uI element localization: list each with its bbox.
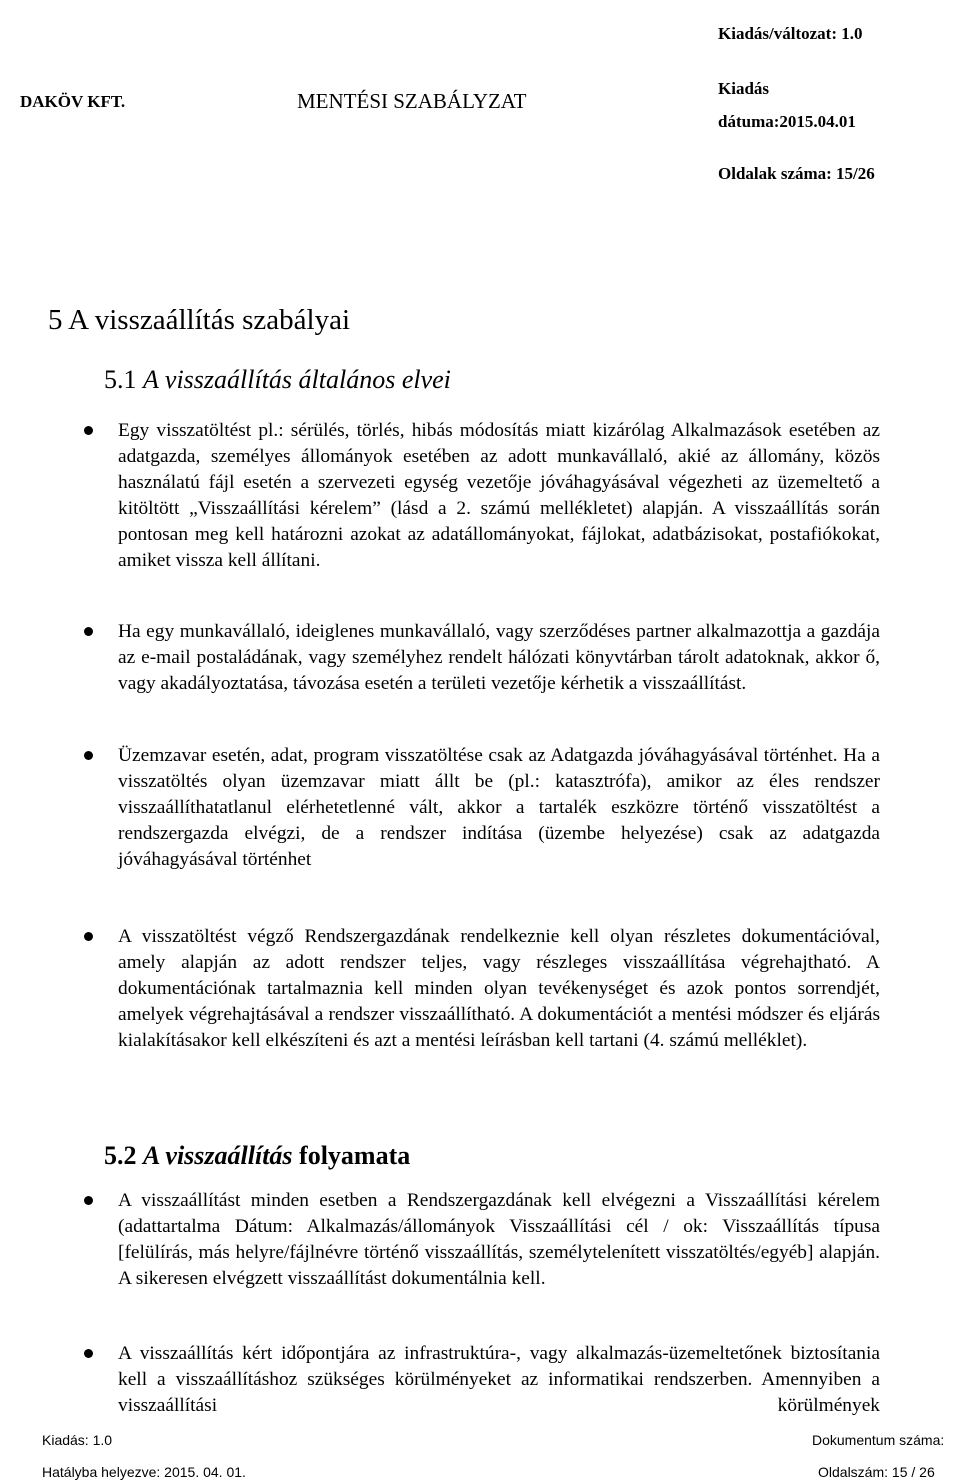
header-company: DAKÖV KFT. bbox=[20, 92, 126, 111]
header-page-count: Oldalak száma: 15/26 bbox=[718, 164, 875, 183]
subsection-heading-5-1 bbox=[104, 365, 451, 395]
bullet-icon bbox=[84, 1349, 93, 1358]
section-heading: 5 A visszaállítás szabályai bbox=[48, 304, 351, 336]
list-item-text: A visszaállítás kért időpontjára az infrastruktúra-, vagy alkalmazás-üzemeltetőnek biztosítania kell a visszaállításhoz szükséges körülményeket az informatikai rendszerben. Amennyiben a visszaállítási körülmények bbox=[118, 1343, 880, 1417]
header-version: Kiadás/változat: 1.0 bbox=[718, 24, 863, 43]
footer-effective-date: Hatályba helyezve: 2015. 04. 01. bbox=[42, 1464, 246, 1480]
bullet-icon bbox=[84, 627, 93, 636]
subsection-number: 5.1 bbox=[104, 365, 143, 394]
list-item-text: A visszaállítást minden esetben a Rendszergazdának kell elvégezni a Visszaállítási kérelem (adattartalma Dátum: Alkalmazás/állományok Visszaállítási cél / ok: Visszaállítás típusa [felülírás, más helyre/fájlnévre történő visszaállítás, személytelenített visszatöltés/egyéb] alapján. A sikeresen elvégzett visszaállítást dokumentálnia kell. bbox=[118, 1190, 880, 1290]
list-item-text: Ha egy munkavállaló, ideiglenes munkavállaló, vagy szerződéses partner alkalmazottja a gazdája az e-mail postaládának, vagy személyhez rendelt hálózati könyvtárban tárolt adatoknak, akkor ő, vagy akadályoztatása, távozása esetén a területi vezetője kérhetik a visszaállítást. bbox=[118, 621, 880, 695]
subsection-title: A visszaállítás általános elvei bbox=[143, 365, 451, 394]
list-item-text: Egy visszatöltést pl.: sérülés, törlés, hibás módosítás miatt kizárólag Alkalmazások esetében az adatgazda, személyes állományok esetében az adott munkavállaló, akié az állomány, közös használatú fájl esetén a szervezeti egység vezetője jóváhagyásával végezheti az üzemeltető a kitöltött „Visszaállítási kérelem” (lásd a 2. számú mellékletet) alapján. A visszaállítás során pontosan meg kell határozni azokat az adatállományokat, fájlokat, adatbázisokat, postafiókokat, amiket vissza kell állítani. bbox=[118, 420, 880, 572]
footer-page-number: Oldalszám: 15 / 26 bbox=[818, 1464, 935, 1480]
bullet-icon bbox=[84, 751, 93, 760]
bullet-icon bbox=[84, 1196, 93, 1205]
bullet-icon bbox=[84, 932, 93, 941]
subsection-title-italic: A visszaállítás bbox=[143, 1141, 293, 1170]
header-title: MENTÉSI SZABÁLYZAT bbox=[297, 89, 527, 113]
subsection-number: 5.2 bbox=[104, 1141, 143, 1170]
header-issue-date: dátuma:2015.04.01 bbox=[718, 112, 856, 131]
list-item-text: Üzemzavar esetén, adat, program visszatöltése csak az Adatgazda jóváhagyásával történhet. Ha a visszatöltés olyan üzemzavar miatt állt be (pl.: katasztrófa), amikor az éles rendszer visszaállíthatatlanul elérhetetlenné vált, akkor a tartalék eszközre történő visszatöltést a rendszergazda elvégzi, de a rendszer indítása (üzembe helyezése) csak az adatgazda jóváhagyásával történhet bbox=[118, 745, 880, 871]
bullet-icon bbox=[84, 426, 93, 435]
subsection-title-rest: folyamata bbox=[292, 1141, 411, 1170]
subsection-heading-5-2 bbox=[104, 1141, 410, 1171]
list-item-text: A visszatöltést végző Rendszergazdának rendelkeznie kell olyan részletes dokumentációval, amely alapján az adott rendszer teljes, vagy részleges visszaállítása végrehajtható. A dokumentációnak tartalmaznia kell minden olyan tevékenységet és azok pontos sorrendjét, amelyek végrehajtásával a rendszer visszaállítható. A dokumentációt a mentési módszer és eljárás kialakításakor kell elkészíteni és azt a mentési leírásban kell tartani (4. számú melléklet). bbox=[118, 926, 880, 1052]
footer-issue: Kiadás: 1.0 bbox=[42, 1432, 113, 1448]
header-issue-label: Kiadás bbox=[718, 79, 770, 98]
footer-doc-number: Dokumentum száma: bbox=[812, 1432, 945, 1448]
